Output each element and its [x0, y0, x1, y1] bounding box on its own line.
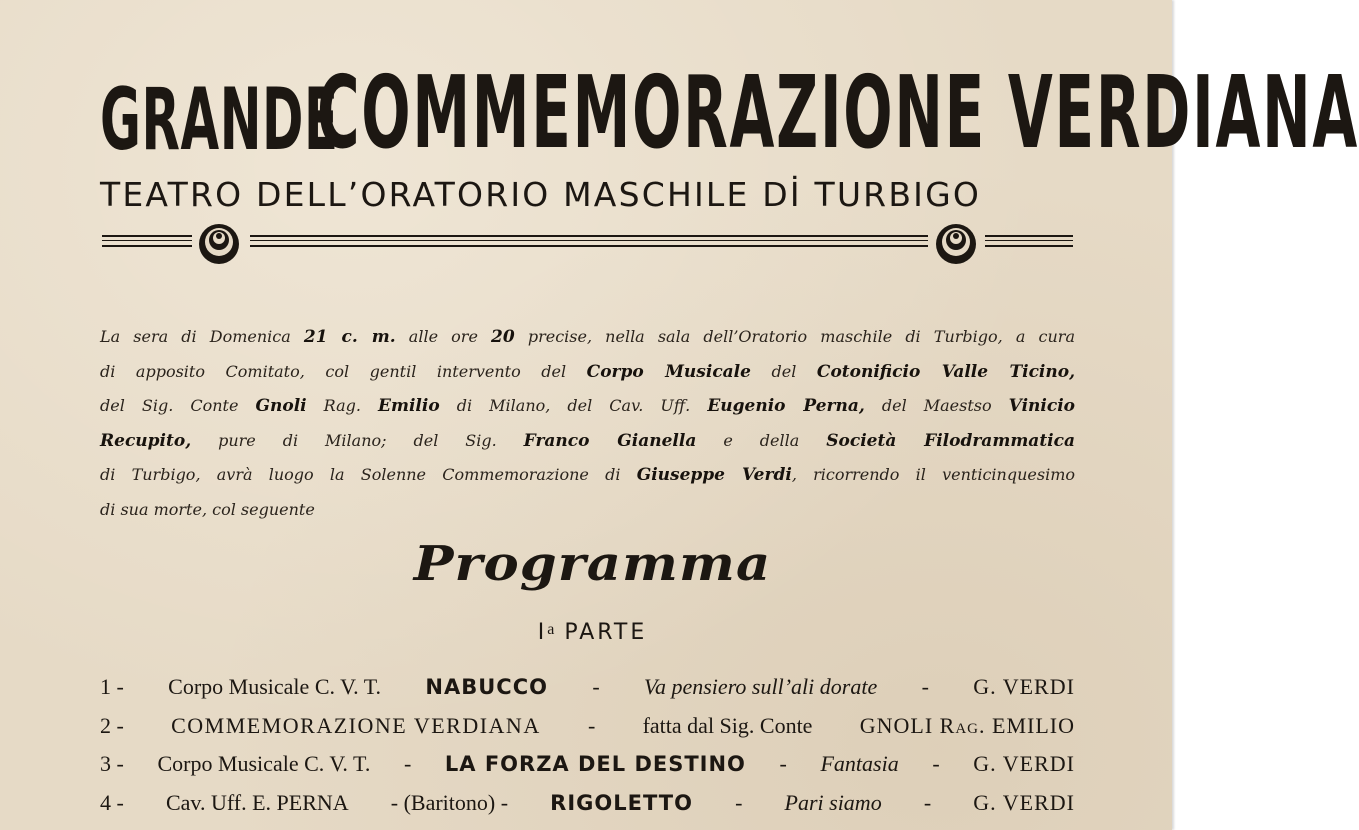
parte-heading: $I^a$ PARTE [537, 620, 648, 645]
divider-rule-center [250, 235, 928, 247]
paragraph-line: di apposito Comitato, col gentil intervento del Corpo Musicale del Cotonificio Valle Ticino, [100, 361, 1076, 382]
paragraph-line: di Turbigo, avrà luogo la Solenne Commemorazione di Giuseppe Verdi, ricorrendo il venticinquesimo [100, 465, 1075, 485]
programma-heading: Programma [413, 536, 772, 592]
paragraph-line: Recupito, pure di Milano; del Sig. Franco Gianella e della Società Filodrammatica [100, 430, 1075, 451]
paragraph-line: del Sig. Conte Gnoli Rag. Emilio di Milano, del Cav. Uff. Eugenio Perna, del Maestso Vinicio [100, 396, 1075, 416]
program-item-4: 4 - Cav. Uff. E. PERNA - (Baritono) - RIGOLETTO - Pari siamo - G. VERDI [100, 789, 1075, 815]
program-item-3: 3 - Corpo Musicale C. V. T. - LA FORZA DEL DESTINO - Fantasia - G. VERDI [100, 751, 1075, 776]
program-item-1: 1 - Corpo Musicale C. V. T. NABUCCO - Va pensiero sull’ali dorate - G. VERDI [100, 674, 1075, 699]
poster-title [100, 38, 1359, 171]
spiral-ornament-icon [197, 222, 241, 266]
paragraph-line: La sera di Domenica 21 c. m. alle ore 20 precise, nella sala dell’Oratorio maschile di Turbigo, a cura [100, 327, 1075, 347]
poster-subtitle: TEATRO DELL’ORATORIO MASCHILE Dİ TURBIGO [100, 175, 982, 214]
program-list [100, 668, 1075, 822]
divider-rule-left [102, 235, 192, 247]
spiral-ornament-icon [934, 222, 978, 266]
program-item-2: 2 - COMMEMORAZIONE VERDIANA - fatta dal Sig. Conte GNOLI Rag. EMILIO [100, 712, 1075, 738]
paragraph-line: di sua morte, col seguente [100, 499, 315, 519]
announcement-paragraph [100, 320, 1075, 527]
title-commemorazione: COMMEMORAZIONE VERDIANA [317, 54, 1359, 171]
title-grande: GRANDE [100, 70, 339, 170]
divider-rule-right [985, 235, 1073, 247]
